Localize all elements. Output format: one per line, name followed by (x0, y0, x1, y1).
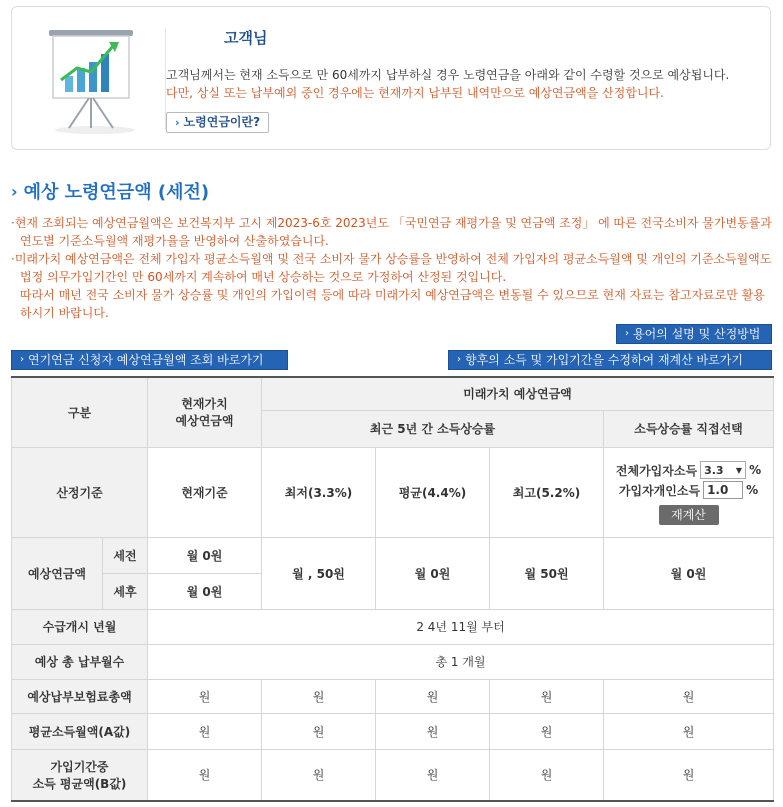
basis-avg: 평균(4.4%) (376, 447, 490, 537)
future-direct-value[interactable]: 월 0원 (604, 537, 774, 609)
all-subscriber-income-label: 전체가입자소득 (615, 463, 698, 478)
section-title-text: 예상 노령연금액 (세전) (23, 182, 210, 203)
direct-select-cell (604, 447, 774, 537)
description-text: 고객님께서는 현재 소득으로 만 60세까지 납부하실 경우 노령연금을 아래와 같이 수령할 것으로 예상됩니다. (166, 68, 730, 82)
pretax-label: 세전 (103, 537, 148, 573)
premium-value: 원 (490, 679, 604, 713)
posttax-present-value[interactable]: 월 0원 (148, 573, 262, 609)
b-value: 원 (490, 749, 604, 801)
percent-sign: % (749, 463, 762, 477)
b-value: 원 (148, 749, 262, 801)
chevron-right-icon: › (625, 328, 629, 339)
deferred-button-label: 연기연금 신청자 예상연금월액 조회 바로가기 (28, 353, 264, 367)
note-item: ·현재 조회되는 예상연금월액은 보건복지부 고시 제2023-6호 2023년도 「국민연금 재평가율 및 연금액 조정」 에 따른 전국소비자 물가변동률과 연도별 기준소득월액 재평가율을 반영하여 산출하였습니다. (11, 216, 772, 248)
recalculate-link-button[interactable] (448, 350, 772, 370)
row-b-label-line1: 가입기간중 (50, 759, 109, 774)
premium-value: 원 (262, 679, 376, 713)
personal-income-label: 가입자개인소득 (618, 483, 701, 498)
row-b-label-line2: 소득 평균액(B값) (32, 776, 127, 791)
what-is-button-label: 노령연금이란? (183, 115, 261, 129)
description-warning: 다만, 상실 또는 납부예외 중인 경우에는 현재까지 납부된 내역만으로 예상연금액을 산정합니다. (166, 86, 664, 100)
note-sub: 따라서 매년 전국 소비자 물가 상승률 및 개인의 가입이력 등에 따라 미래가치 예상연금액은 변동될 수 있으므로 현재 자료는 참고자료로만 활용하시기 바랍니다. (20, 288, 765, 320)
info-box (11, 6, 771, 150)
chevron-right-icon: › (175, 116, 180, 129)
row-start-label: 수급개시 년월 (12, 609, 148, 644)
personal-income-input[interactable]: 1.0 (703, 481, 743, 499)
avg-income-value: 원 (262, 713, 376, 749)
start-value: 2 4년 11월 부터 (148, 609, 774, 644)
terms-explanation-button[interactable] (616, 324, 772, 344)
avg-income-value: 원 (490, 713, 604, 749)
terms-button-label: 용어의 설명 및 산정방법 (633, 327, 761, 341)
row-b-value-label (12, 749, 148, 801)
header-present-value: 현재가치 예상연금액 (148, 377, 262, 447)
select-value: 3.3 (704, 463, 724, 477)
customer-greeting: 고객님 (224, 29, 268, 47)
chevron-right-icon: › (457, 354, 461, 365)
chevron-right-icon: › (11, 181, 18, 201)
b-value: 원 (604, 749, 774, 801)
header-recent-5y: 최근 5년 간 소득상승률 (262, 410, 604, 447)
avg-income-value: 원 (604, 713, 774, 749)
pretax-present-value[interactable]: 월 0원 (148, 537, 262, 573)
avg-income-value: 원 (376, 713, 490, 749)
chevron-right-icon: › (20, 354, 24, 365)
header-direct-select: 소득상승률 직접선택 (604, 410, 774, 447)
b-value: 원 (262, 749, 376, 801)
deferred-pension-link-button[interactable] (11, 350, 288, 370)
row-avg-income-label: 평균소득월액(A값) (12, 713, 148, 749)
all-subscriber-income-select[interactable] (700, 461, 746, 479)
chevron-down-icon: ▼ (735, 465, 743, 475)
avg-income-value: 원 (148, 713, 262, 749)
section-title (11, 178, 209, 204)
row-total-months-label: 예상 총 납부월수 (12, 644, 148, 679)
future-max-value[interactable]: 월 50원 (490, 537, 604, 609)
recalc-link-button-label: 향후의 소득 및 가입기간을 수정하여 재계산 바로가기 (465, 353, 743, 367)
b-value: 원 (376, 749, 490, 801)
row-premium-label: 예상납부보험료총액 (12, 679, 148, 713)
future-min-value[interactable]: 월 , 50원 (262, 537, 376, 609)
basis-max: 최고(5.2%) (490, 447, 604, 537)
total-months-value: 총 1 개월 (148, 644, 774, 679)
row-expected-label: 예상연금액 (12, 537, 103, 609)
basis-min: 최저(3.3%) (262, 447, 376, 537)
what-is-old-age-pension-button[interactable] (166, 112, 269, 133)
recalculate-button[interactable]: 재계산 (659, 505, 719, 525)
posttax-label: 세후 (103, 573, 148, 609)
future-avg-value[interactable]: 월 0원 (376, 537, 490, 609)
percent-sign: % (746, 483, 759, 497)
premium-value: 원 (148, 679, 262, 713)
note-item: ·미래가치 예상연금액은 전체 가입자 평균소득월액 및 전국 소비자 물가 상승률을 반영하여 전체 가입자의 평균소득월액 및 개인의 기준소득월액도 법정 의무가입기간인 만 60세까지 계속하여 매년 상승하는 것으로 가정하여 산정된 것입니다. (11, 252, 772, 284)
pension-table (11, 376, 774, 802)
premium-value: 원 (604, 679, 774, 713)
basis-present: 현재기준 (148, 447, 262, 537)
presentation-chart-icon (43, 24, 143, 136)
row-basis-label: 산정기준 (12, 447, 148, 537)
header-category: 구분 (12, 377, 148, 447)
notes (11, 214, 773, 322)
premium-value: 원 (376, 679, 490, 713)
header-future-value: 미래가치 예상연금액 (262, 377, 774, 410)
